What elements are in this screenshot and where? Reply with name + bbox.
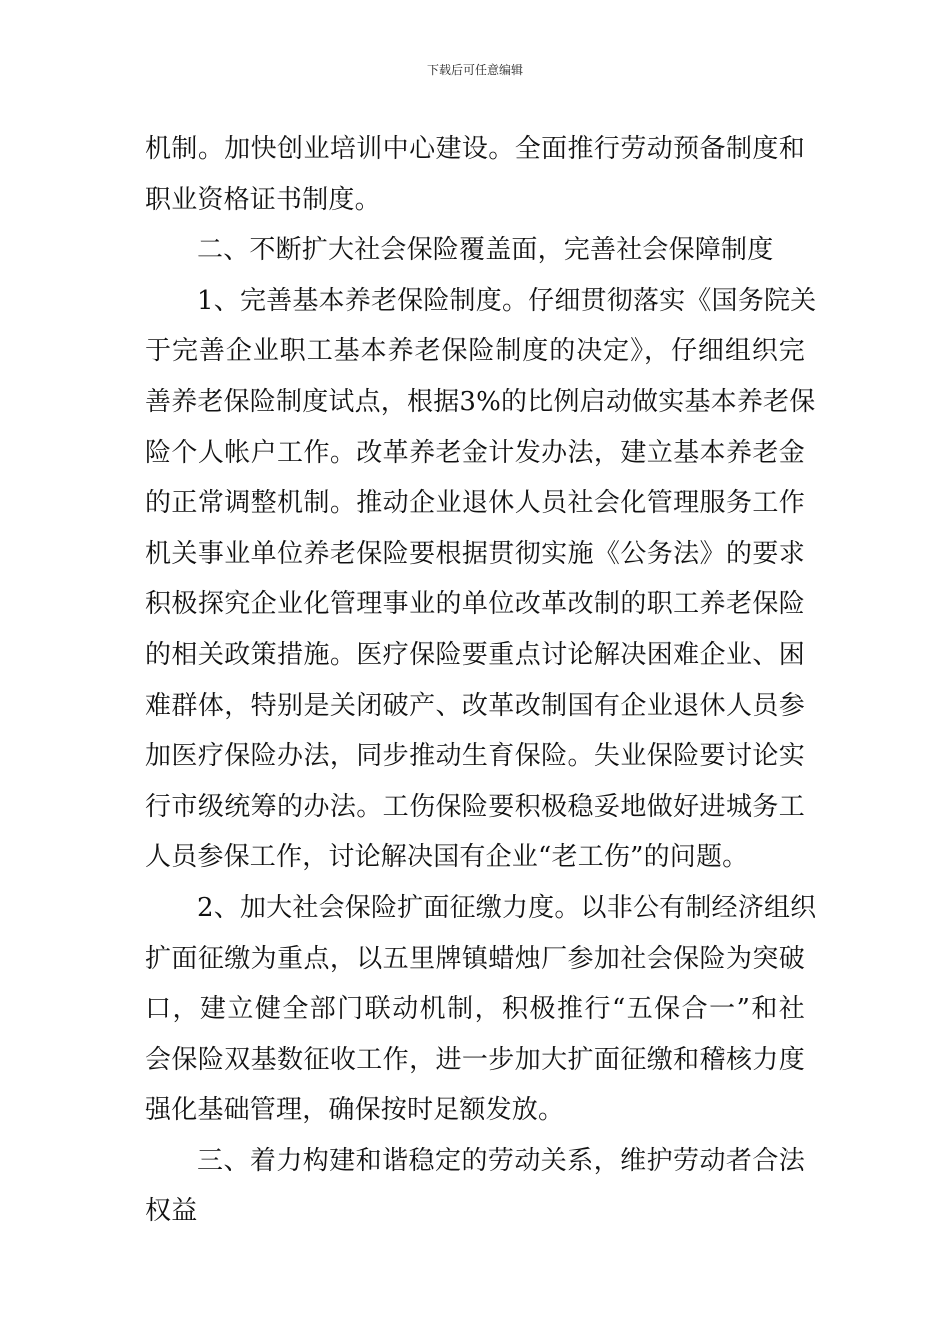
text-line: 积极探究企业化管理事业的单位改革改制的职工养老保险 (145, 589, 805, 620)
text-line: 机制。加快创业培训中心建设。全面推行劳动预备制度和 (145, 134, 805, 164)
text-line: 职业资格证书制度。 (145, 184, 381, 215)
text-line: 人员参保工作，讨论解决国有企业“老工伤”的问题。 (145, 842, 749, 873)
text-line: 机关事业单位养老保险要根据贯彻实施《公务法》的要求 (145, 538, 805, 569)
text-line: 强化基础管理，确保按时足额发放。 (145, 1095, 565, 1126)
paragraph (145, 883, 817, 1136)
section-heading (145, 1136, 805, 1237)
text-line: 2、加大社会保险扩面征缴力度。以非公有制经济组织 (197, 892, 817, 923)
text-line: 险个人帐户工作。改革养老金计发办法，建立基本养老金 (145, 437, 805, 468)
page-header: 下载后可任意编辑 (426, 63, 523, 77)
text-line: 的相关政策措施。医疗保险要重点讨论解决困难企业、困 (145, 639, 805, 670)
text-line: 行市级统筹的办法。工伤保险要积极稳妥地做好进城务工 (145, 791, 805, 822)
text-line: 权益 (145, 1196, 198, 1227)
document-body (145, 124, 817, 1237)
text-line: 难群体，特别是关闭破产、改革改制国有企业退休人员参 (145, 690, 805, 721)
text-line: 1、完善基本养老保险制度。仔细贯彻落实《国务院关 (197, 285, 817, 316)
text-line: 三、着力构建和谐稳定的劳动关系，维护劳动者合法 (197, 1145, 805, 1176)
text-line: 会保险双基数征收工作，进一步加大扩面征缴和稽核力度 (145, 1044, 805, 1075)
text-line: 扩面征缴为重点，以五里牌镇蜡烛厂参加社会保险为突破 (145, 943, 805, 974)
text-line: 口，建立健全部门联动机制，积极推行“五保合一”和社 (145, 994, 805, 1025)
text-line: 于完善企业职工基本养老保险制度的决定》，仔细组织完 (145, 336, 805, 367)
text-line: 善养老保险制度试点，根据3%的比例启动做实基本养老保 (145, 386, 816, 417)
text-line: 加医疗保险办法，同步推动生育保险。失业保险要讨论实 (145, 741, 805, 772)
text-line: 二、不断扩大社会保险覆盖面，完善社会保障制度 (197, 235, 774, 266)
paragraph (145, 276, 817, 883)
text-line: 的正常调整机制。推动企业退休人员社会化管理服务工作 (145, 488, 805, 519)
section-heading (145, 225, 805, 276)
paragraph (145, 124, 805, 225)
